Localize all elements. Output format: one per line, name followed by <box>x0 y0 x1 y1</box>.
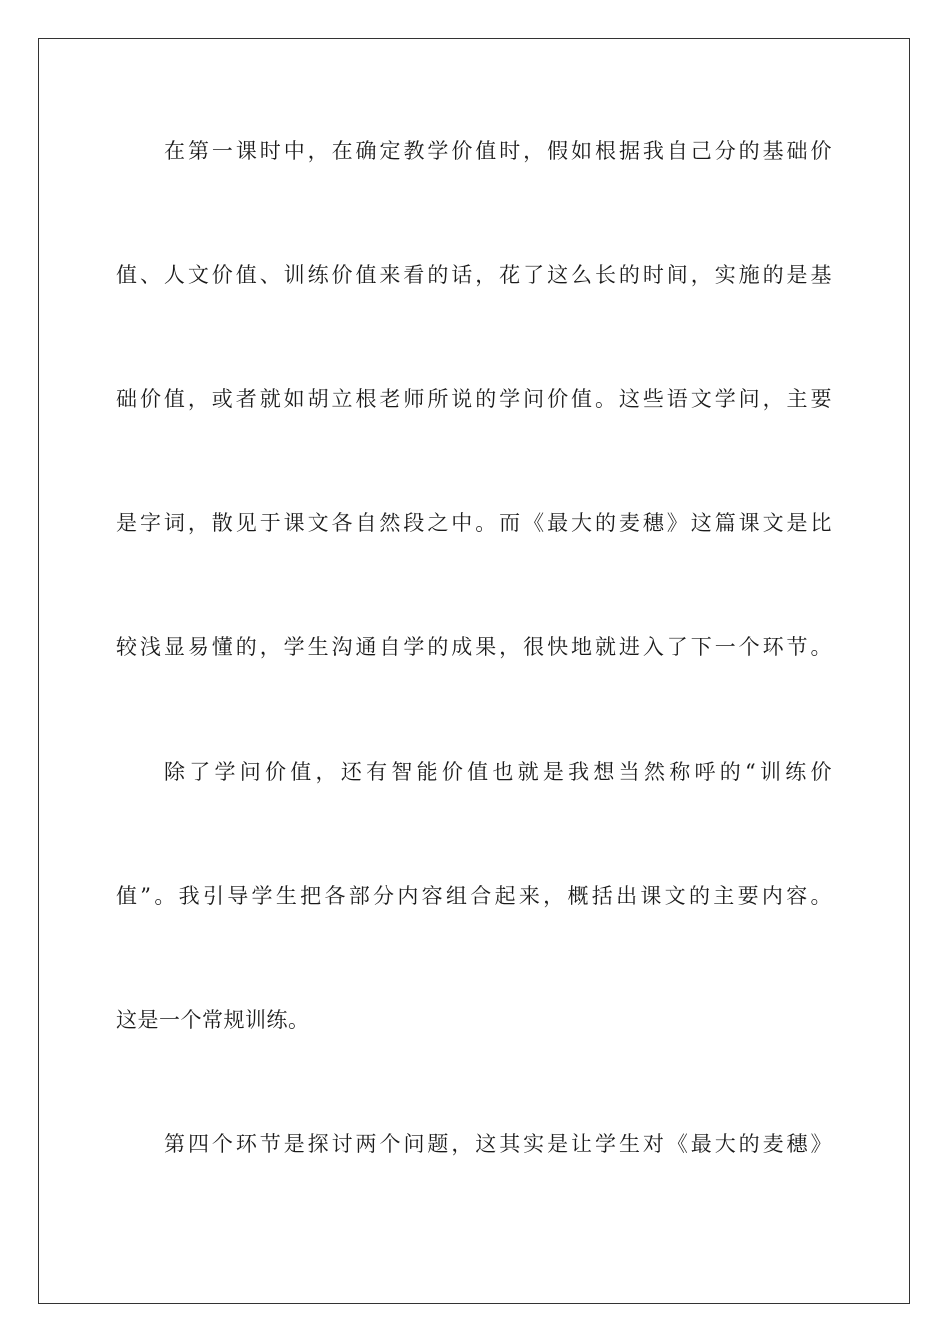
paragraph-1-line-3: 础价值，或者就如胡立根老师所说的学问价值。这些语文学问，主要 <box>116 387 832 411</box>
paragraph-1-line-1: 在第一课时中，在确定教学价值时，假如根据我自己分的基础价 <box>164 139 832 163</box>
paragraph-2-line-2: 值”。我引导学生把各部分内容组合起来，概括出课文的主要内容。 <box>116 884 832 908</box>
paragraph-3-line-1: 第四个环节是探讨两个问题，这其实是让学生对《最大的麦穗》 <box>164 1132 832 1156</box>
paragraph-2-line-1: 除了学问价值，还有智能价值也就是我想当然称呼的“训练价 <box>164 760 832 784</box>
paragraph-1-line-5: 较浅显易懂的，学生沟通自学的成果，很快地就进入了下一个环节。 <box>116 635 832 659</box>
paragraph-2-line-3: 这是一个常规训练。 <box>116 1008 310 1032</box>
paragraph-1-line-2: 值、人文价值、训练价值来看的话，花了这么长的时间，实施的是基 <box>116 263 832 287</box>
page-border <box>38 38 910 1304</box>
paragraph-1-line-4: 是字词，散见于课文各自然段之中。而《最大的麦穗》这篇课文是比 <box>116 511 832 535</box>
